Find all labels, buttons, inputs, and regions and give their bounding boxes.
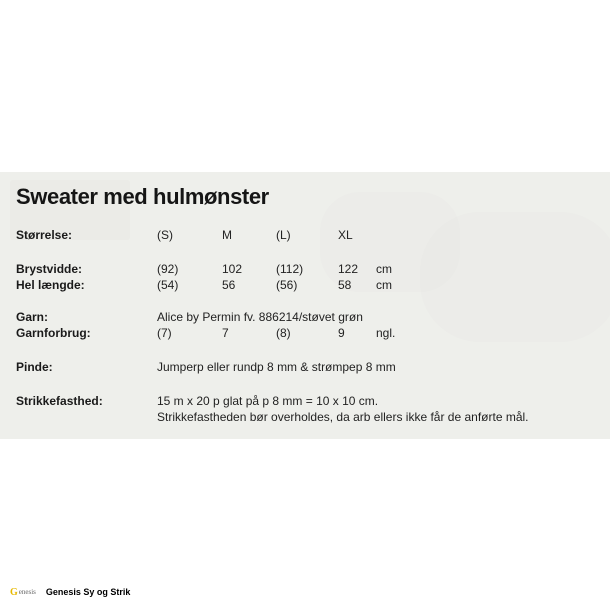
measurement-value: (92) xyxy=(157,262,179,276)
measurement-value: 122 xyxy=(338,262,359,276)
full-length-label: Hel længde: xyxy=(16,278,85,292)
gauge-label: Strikkefasthed: xyxy=(16,394,103,408)
pattern-info-panel xyxy=(0,172,610,439)
unit: cm xyxy=(376,262,392,276)
needles-label: Pinde: xyxy=(16,360,53,374)
yarn-usage-value: (7) xyxy=(157,326,172,340)
measurement-value: 56 xyxy=(222,278,236,292)
measurement-value: (54) xyxy=(157,278,179,292)
yarn-usage-value: 9 xyxy=(338,326,345,340)
gauge-note: Strikkefastheden bør overholdes, da arb ellers ikke får de anførte mål. xyxy=(157,410,529,424)
size-value: (S) xyxy=(157,228,173,242)
yarn-usage-label: Garnforbrug: xyxy=(16,326,91,340)
gauge-value: 15 m x 20 p glat på p 8 mm = 10 x 10 cm. xyxy=(157,394,379,408)
genesis-logo xyxy=(10,587,36,598)
unit: cm xyxy=(376,278,392,292)
unit: ngl. xyxy=(376,326,396,340)
sizes-label: Størrelse: xyxy=(16,228,73,242)
measurement-value: (56) xyxy=(276,278,298,292)
measurement-value: 58 xyxy=(338,278,352,292)
chest-width-label: Brystvidde: xyxy=(16,262,83,276)
size-value: XL xyxy=(338,228,353,242)
footer xyxy=(10,585,130,599)
watermark-decoration xyxy=(420,212,610,342)
needles-value: Jumperp eller rundp 8 mm & strømpep 8 mm xyxy=(157,360,396,374)
logo-text: enesis xyxy=(18,588,36,596)
brand-name: Genesis Sy og Strik xyxy=(45,587,131,597)
measurement-value: 102 xyxy=(222,262,243,276)
size-value: M xyxy=(222,228,232,242)
yarn-usage-value: 7 xyxy=(222,326,229,340)
page-title: Sweater med hulmønster xyxy=(16,184,269,209)
yarn-label: Garn: xyxy=(16,310,49,324)
yarn-usage-value: (8) xyxy=(276,326,291,340)
size-value: (L) xyxy=(276,228,291,242)
measurement-value: (112) xyxy=(276,262,304,276)
logo-initial: G xyxy=(10,586,18,598)
yarn-value: Alice by Permin fv. 886214/støvet grøn xyxy=(157,310,363,324)
